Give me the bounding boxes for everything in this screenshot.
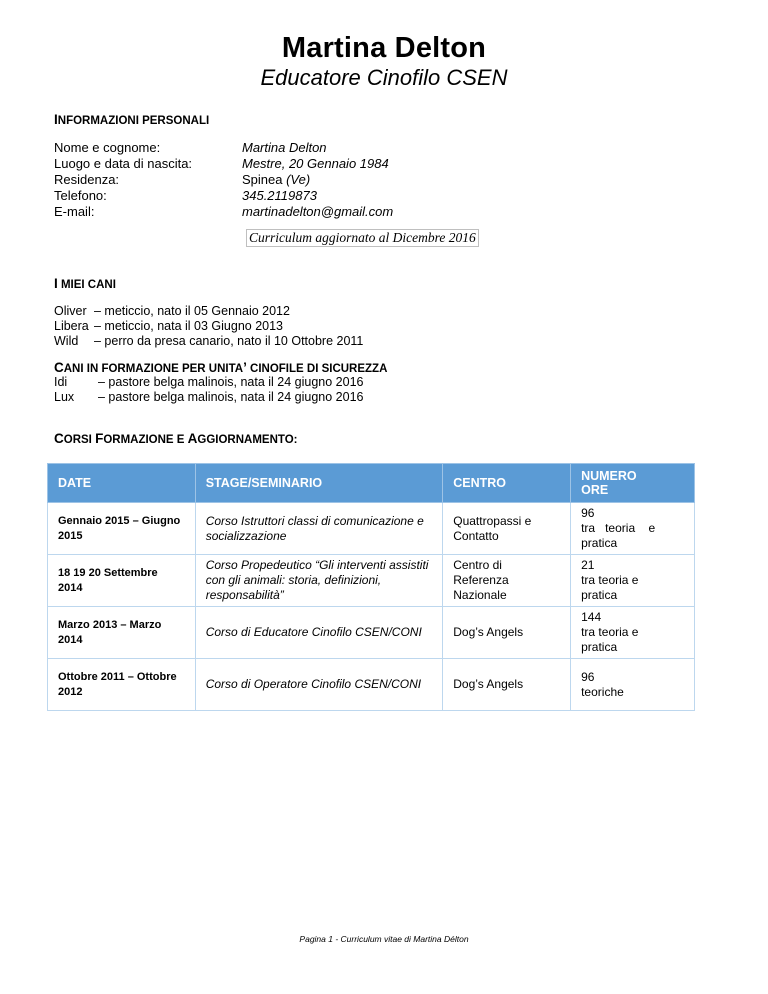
- updated-note: Curriculum aggiornato al Dicembre 2016: [246, 229, 479, 247]
- cv-role: Educatore Cinofilo CSEN: [260, 65, 508, 90]
- table-row: Marzo 2013 – Marzo 2014 Corso di Educatore Cinofilo CSEN/CONI Dog’s Angels 144 tra teoria e pratica: [48, 607, 695, 659]
- header-date: DATE: [48, 464, 196, 503]
- header-stage: STAGE/SEMINARIO: [195, 464, 443, 503]
- dog-row: Wild – perro da presa canario, nato il 10 Ottobre 2011: [54, 334, 364, 348]
- table-row: 18 19 20 Settembre 2014 Corso Propedeutico “Gli interventi assistiti con gli animali: storia, definizioni, responsabilità” Centro di Referenza Nazionale 21 tra teoria e pratica: [48, 555, 695, 607]
- dog-row: Oliver – meticcio, nato il 05 Gennaio 2012: [54, 304, 290, 318]
- table-header-row: [48, 464, 695, 503]
- section-title-training-dogs: CANI IN FORMAZIONE PER UNITA’ CINOFILE DI SICUREZZA: [54, 360, 388, 375]
- section-title-dogs: I MIEI CANI: [54, 276, 116, 291]
- cv-page: Martina Delton Educatore Cinofilo CSEN INFORMAZIONI PERSONALI Nome e cognome: Martina Delton Luogo e data di nascita: Mestre, 20 Gennaio 1984 Residenza: Spinea (Ve) Telefono: 345.2119873 E-mail: martinadelton@gmail.com Curriculum aggiornato al Dicembre 2016 I MIEI CANI Oliver – meticcio, nato il 05 Gennaio 2012 Libera – meticcio, nata il 03 Giugno 2013 Wild – perro da presa canario, nato il 10 Ottobre 2011 CANI IN FORMAZIONE PER UNITA’ CINOFILE DI SICUREZZA Idi – pastore belga malinois, nata il 24 giugno 2016 Lux – pastore belga malinois, nata il 24 giugno 2016 CORSI FORMAZIONE E AGGIORNAMENTO: DATE STAGE/SEMINARIO CENTRO NUMERO ORE Gennaio 2015 – Giugno 2015 Corso Istruttori classi di comunicazione e socializzazione Quattropassi e Contatto 96 tra teoria e pratica 18 19 20 Settembre 2014 Corso Propedeutico “Gli interventi assistiti con gli animali: storia, definizioni, responsabilità” Centro di Referenza Nazionale 21 tra teoria e pratica Marzo 2013 – Marzo 2014 Corso di Educatore Cinofilo CSEN/CONI Dog’s Angels 144 tra teoria e pratica Ottobre 2011 – Ottobre 2012 Corso di Operatore Cinofilo CSEN/CONI Dog’s Angels 96 teoriche Pagina 1 - Curriculum vitae di Martina Délton: [0, 0, 768, 994]
- table-row: Gennaio 2015 – Giugno 2015 Corso Istruttori classi di comunicazione e socializzazione Quattropassi e Contatto 96 tra teoria e pratica: [48, 503, 695, 555]
- page-footer: Pagina 1 - Curriculum vitae di Martina Délton: [299, 934, 469, 944]
- header-hours: NUMERO ORE: [571, 464, 695, 503]
- header-center: CENTRO: [443, 464, 571, 503]
- training-dog-row: Idi – pastore belga malinois, nata il 24 giugno 2016: [54, 375, 364, 389]
- section-title-courses: CORSI FORMAZIONE E AGGIORNAMENTO:: [54, 431, 298, 446]
- training-dog-row: Lux – pastore belga malinois, nata il 24 giugno 2016: [54, 390, 364, 404]
- courses-table: [47, 463, 695, 711]
- section-title-personal: INFORMAZIONI PERSONALI: [54, 112, 210, 127]
- cv-name: Martina Delton: [281, 32, 487, 64]
- table-row: Ottobre 2011 – Ottobre 2012 Corso di Operatore Cinofilo CSEN/CONI Dog’s Angels 96 teoriche: [48, 659, 695, 711]
- dog-row: Libera – meticcio, nata il 03 Giugno 2013: [54, 319, 284, 333]
